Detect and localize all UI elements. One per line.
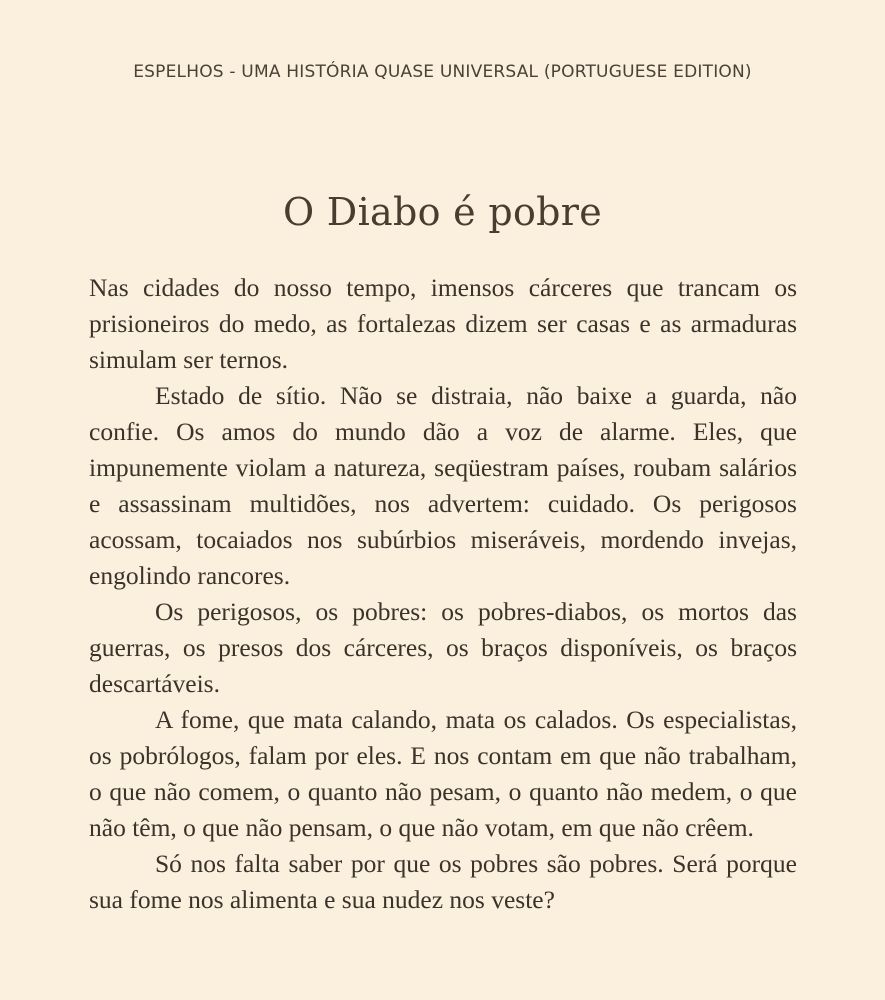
paragraph-2: Estado de sítio. Não se distraia, não baixe a guarda, não confie. Os amos do mundo dão a voz de alarme. Eles, que impunemente violam a natureza, seqüestram países, roubam salários e assassinam multidões, nos advertem: cuidado. Os perigosos acossam, tocaiados nos subúrbios miseráveis, mordendo invejas, engolindo rancores. [89,381,797,590]
paragraph-1: Nas cidades do nosso tempo, imensos cárceres que trancam os prisioneiros do medo, as fortalezas dizem ser casas e as armaduras simulam ser ternos. [89,273,797,374]
paragraph-3: Os perigosos, os pobres: os pobres-diabos, os mortos das guerras, os presos dos cárceres, os braços disponíveis, os braços descartáveis. [89,597,797,698]
paragraph-4: A fome, que mata calando, mata os calados. Os especialistas, os pobrólogos, falam por eles. E nos contam em que não trabalham, o que não comem, o quanto não pesam, o quanto não medem, o que não têm, o que não pensam, o que não votam, em que não crêem. [89,705,797,842]
chapter-body [89,270,797,918]
chapter-title: O Diabo é pobre [282,190,603,234]
running-header: ESPELHOS - UMA HISTÓRIA QUASE UNIVERSAL (PORTUGUESE EDITION) [133,62,752,82]
paragraph-5: Só nos falta saber por que os pobres são pobres. Será porque sua fome nos alimenta e sua nudez nos veste? [89,849,797,914]
